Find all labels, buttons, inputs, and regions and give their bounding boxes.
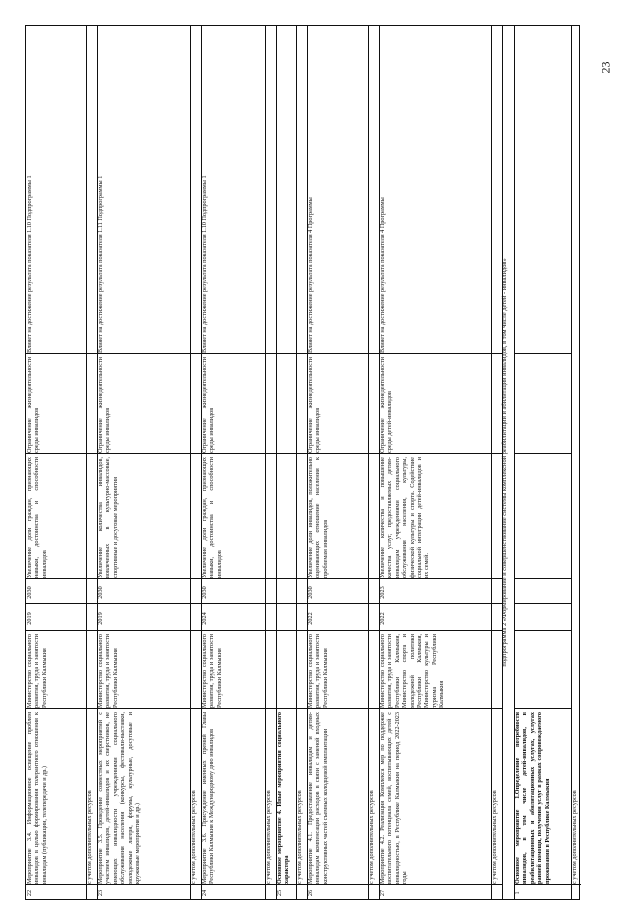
column-divider: [514, 630, 571, 631]
table-cell-measure: Мероприятие 4.2. Реализация Комплекса мер по поддержке воспитательного потенциала семей, воспитывающих детей с инвалидностью, в Республике Калмыкия на период 2022-2023 годы: [379, 712, 409, 884]
table-cell-start-year: 2022: [307, 612, 314, 625]
table-cell-row-number: 27: [379, 889, 386, 897]
resources-note: с учетом дополнительных ресурсов: [296, 790, 303, 884]
table-cell-consequence: [275, 355, 295, 455]
table-cell-row-number: 24: [201, 889, 208, 897]
table-cell-row-number: 25: [276, 889, 283, 897]
table-cell-row-number: 1: [514, 891, 521, 895]
table-cell-consequence: Ограничение жизнедеятельности среды инвалидов: [97, 357, 112, 453]
table-cell-start-year: 2019: [26, 612, 33, 625]
table-cell-expected-result: Увеличение количества и повышение качества услуг, предоставляемых детям-инвалидам учреждениями социального обслуживания населения, культуры, физической культуры и спорта. Содействие социальной интеграции детей-инвалидов и их семей.: [379, 457, 431, 578]
table-cell-indicator-link: Влияет на достижение результата показателя 1.10 Подпрограммы 1: [26, 175, 33, 353]
column-divider: [514, 453, 571, 454]
table-cell-row-number: 26: [307, 889, 314, 897]
table-cell-expected-result: [275, 455, 295, 580]
table-cell-executor: Министерство социального развития, труда и занятости Республики Калмыкия: [26, 634, 48, 708]
table-cell-executor: Министерство социального развития, труда и занятости Республики Калмыкия: [307, 634, 329, 708]
table-cell-consequence: Ограничение жизнедеятельности среды инвалидов: [201, 357, 216, 453]
resources-note: с учетом дополнительных ресурсов: [265, 790, 272, 884]
resources-note: с учетом дополнительных ресурсов: [491, 790, 498, 884]
table-cell-indicator-link: Влияет на достижение результата показателя 1.10 Подпрограммы 1: [201, 175, 208, 353]
column-divider: [514, 578, 571, 579]
table-cell-consequence: Ограничение жизнедеятельности среды инвалидов: [26, 357, 41, 453]
table-cell-measure: Мероприятие 4.1. Предоставление инвалидам и детям-инвалидам компенсации расходов в связи с заменой входных конструктивных частей съемных колодцевой имплантации: [307, 712, 329, 884]
resources-note: с учетом дополнительных ресурсов: [571, 790, 578, 884]
table-cell-expected-result: Увеличение доли граждан, признающих навыки, достоинства и способности инвалидов: [201, 457, 223, 578]
resources-note: с учетом дополнительных ресурсов: [190, 790, 197, 884]
column-divider: [514, 708, 571, 709]
table-cell-start-year: 2022: [379, 612, 386, 625]
table-cell-end-year: 2030: [201, 586, 208, 599]
measures-table: [25, 25, 580, 900]
table-cell-executor: Министерство социального развития, труда и занятости Республики Калмыкия: [201, 634, 223, 708]
table-cell-measure: Основное мероприятие 1.Определение потребности инвалидов, в том числе детей-инвалидов, в реабилитационных и абилитационных услугах, услугах ранней помощи, получении услуг в рамках сопровождаемого проживания в Республике Калмыкия: [514, 712, 551, 884]
column-divider: [514, 353, 571, 354]
table-cell-start-year: 2024: [201, 612, 208, 625]
resources-note: с учетом дополнительных ресурсов: [86, 790, 93, 884]
table-cell-consequence: Ограничение жизнедеятельности среды инвалидов: [307, 357, 322, 453]
table-cell-expected-result: Увеличение доли инвалидов, положительно оценивающих отношение населения к проблемам инвалидов: [307, 457, 329, 578]
table-cell-consequence: Ограничение жизнедеятельности среды детей-инвалидов: [379, 357, 394, 453]
table-cell-executor: [275, 632, 295, 710]
page-number-text: 23: [598, 61, 613, 73]
table-cell-end-year: 2030: [307, 586, 314, 599]
measures-table-frame: [25, 25, 640, 897]
resources-note: с учетом дополнительных ресурсов: [368, 790, 375, 884]
table-cell-expected-result: Увеличение доли граждан, признающих навыки, достоинства и способности инвалидов: [26, 457, 48, 578]
table-cell-start-year: [275, 605, 295, 632]
table-cell-start-year: 2019: [97, 612, 104, 625]
table-cell-indicator-link: Влияет на достижение результата показателя 4 Программы: [307, 197, 314, 353]
table-cell-measure: Мероприятие 3.5. Проведение совместных мероприятий с участием инвалидов, детей-инвалидов и их сверстников, не имеющих инвалидности учреждениями социального обслуживания населения (конкурсы, фестивали-выставки, молодежные лагеря, форумы, культурные, досуговые и кружковые мероприятия и др.): [97, 712, 142, 884]
table-cell-end-year: 2023: [379, 586, 386, 599]
table-cell-row-number: 22: [26, 889, 33, 897]
subprogram-heading: подпрограмма 2 «Формирование и совершенствование системы комплексной реабилитации и абилитации инвалидов, в том числе детей - инвалидов»: [501, 258, 508, 667]
table-cell-row-number: 23: [97, 889, 104, 897]
table-cell-expected-result: Увеличение количества инвалидов, вовлеченных в культурно-массовые, спортивные и досуговые мероприятия: [97, 457, 119, 578]
table-cell-indicator-link: [275, 25, 295, 355]
table-cell-executor: Министерство социального развития, труда и занятости Республики Калмыкия, Министерство спорта и молодежной политики Республики Калмыкия, Министерство культуры и туризма Республики Калмыкия: [379, 634, 446, 708]
table-cell-indicator-link: Влияет на достижение результата показателя 4 Программы: [379, 197, 386, 353]
table-cell-measure: Основное мероприятие 4. Иные мероприятия социального характера: [276, 712, 291, 884]
table-cell-end-year: 2030: [97, 586, 104, 599]
table-cell-end-year: 2030: [26, 586, 33, 599]
table-cell-measure: Мероприятие 3.4. Информационное освещение проблем инвалидов в целью формирования толерантного отношения к инвалидам (публикации, телепередачи и др.): [26, 712, 48, 884]
table-cell-end-year: [275, 580, 295, 605]
table-cell-indicator-link: Влияет на достижение результата показателя 1.11 Подпрограммы 1: [97, 175, 104, 353]
column-divider: [514, 603, 571, 604]
table-cell-executor: Министерство социального развития, труда и занятости Республики Калмыкия: [97, 634, 119, 708]
table-cell-measure: Мероприятие 3.6. Присуждение именных премий Главы Республики Калмыкия к Международному дню инвалидов: [201, 712, 216, 884]
